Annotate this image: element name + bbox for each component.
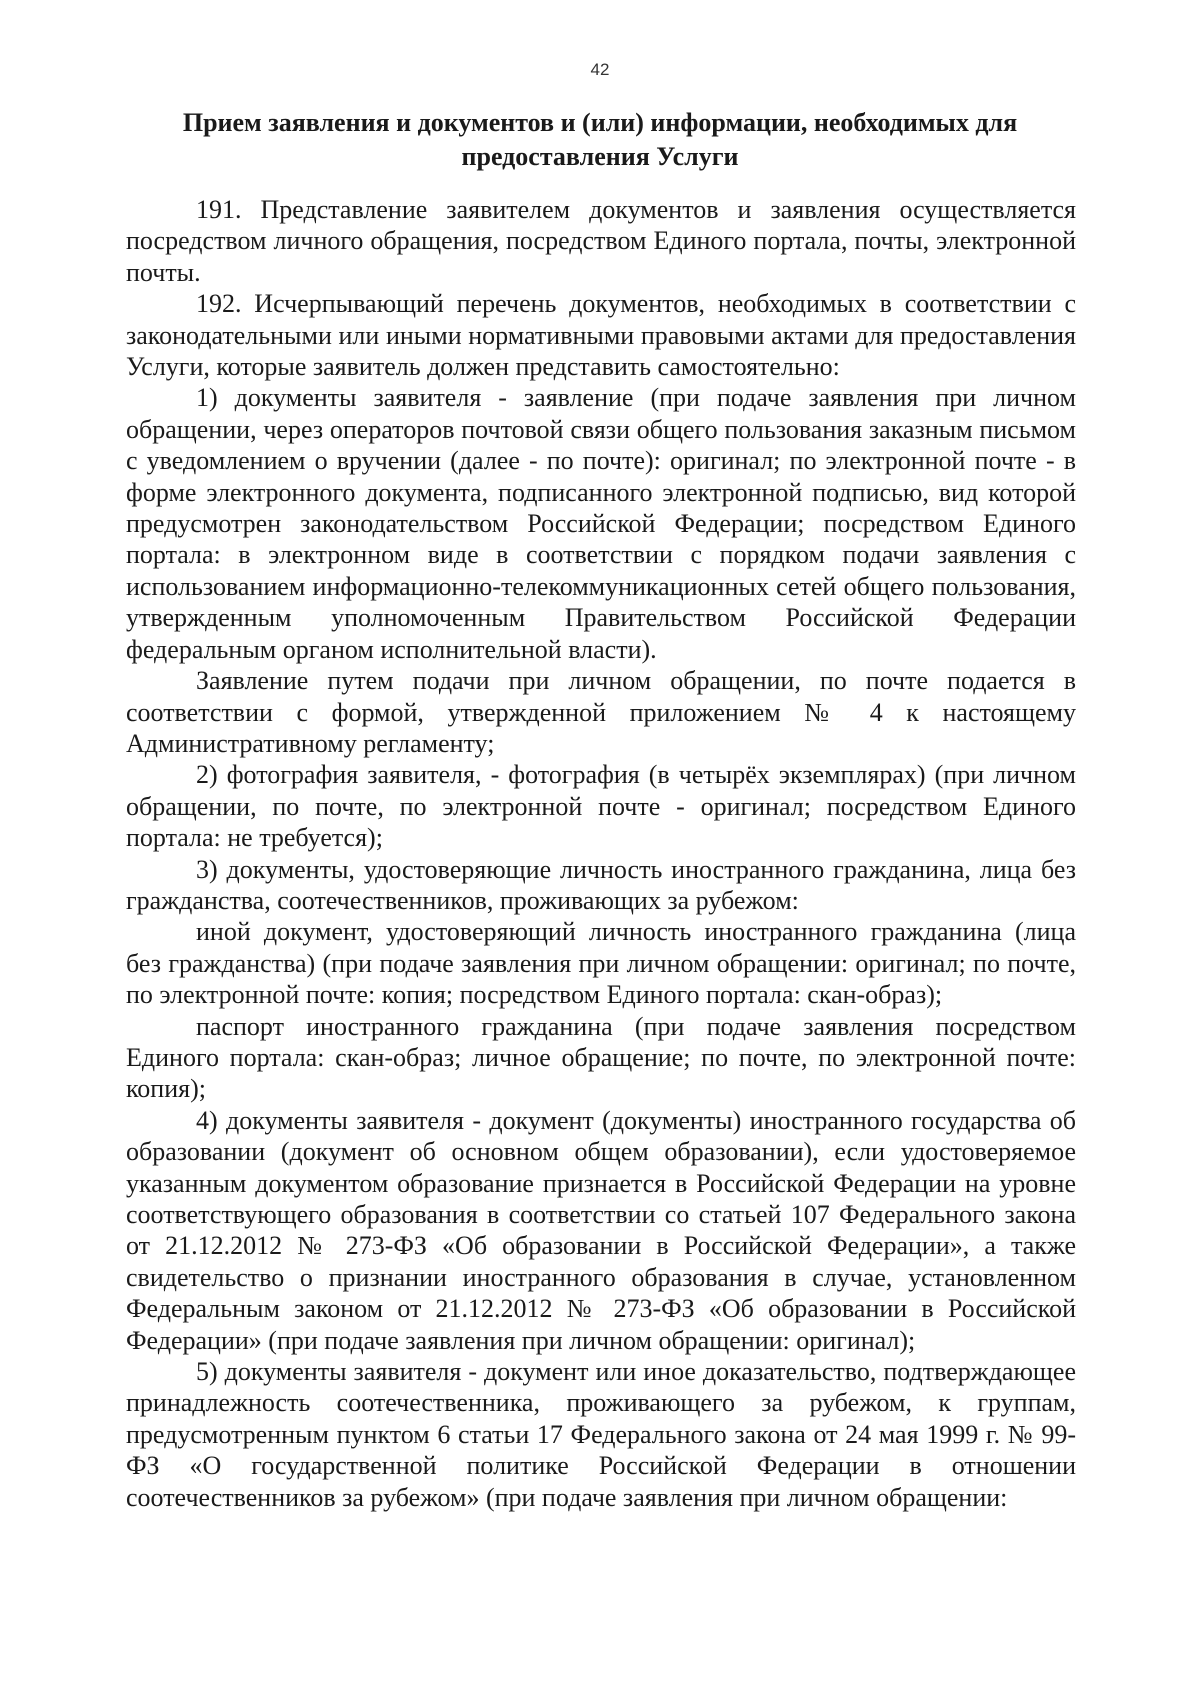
paragraph-item-3: 3) документы, удостоверяющие личность иностранного гражданина, лица без гражданства, соотечественников, проживающих за рубежом: (126, 854, 1076, 915)
page-number: 42 (590, 60, 610, 79)
paragraph-item-4: 4) документы заявителя - документ (документы) иностранного государства об образовании (документ об основном общем образовании), если удостоверяемое указанным документом образование признается в Российской Федерации на уровне соответствующего образования в соответствии со статьей 107 Федерального закона от 21.12.2012 № 273-ФЗ «Об образовании в Российской Федерации», а также свидетельство о признании иностранного образования в случае, установленном Федеральным законом от 21.12.2012 № 273-ФЗ «Об образовании в Российской Федерации» (при подаче заявления при личном обращении: оригинал); (126, 1105, 1076, 1355)
section-heading: Прием заявления и документов и (или) информации, необходимых для предоставления Услуги (182, 108, 1018, 171)
paragraph-identity-document: иной документ, удостоверяющий личность иностранного гражданина (лица без гражданства) (при подаче заявления при личном обращении: оригинал; по почте, по электронной почте: копия; посредством Единого портала: скан-образ); (126, 917, 1076, 1010)
paragraph-item-5: 5) документы заявителя - документ или иное доказательство, подтверждающее принадлежность соотечественника, проживающего за рубежом, к группам, предусмотренным пунктом 6 статьи 17 Федерального закона от 24 мая 1999 г. № 99-ФЗ «О государственной политике Российской Федерации в отношении соотечественников за рубежом» (при подаче заявления при личном обращении: (126, 1357, 1076, 1512)
paragraph-item-1: 1) документы заявителя - заявление (при подаче заявления при личном обращении, через операторов почтовой связи общего пользования заказным письмом с уведомлением о вручении (далее - по почте): оригинал; по электронной почте - в форме электронного документа, подписанного электронной подписью, вид которой предусмотрен законодательством Российской Федерации; посредством Единого портала: в электронном виде в соответствии с порядком подачи заявления с использованием информационно-телекоммуникационных сетей общего пользования, утвержденным уполномоченным Правительством Российской Федерации федеральным органом исполнительной власти). (126, 383, 1076, 664)
paragraph-application-form: Заявление путем подачи при личном обращении, по почте подается в соответствии с формой, утвержденной приложением № 4 к настоящему Административному регламенту; (126, 666, 1076, 758)
paragraph-192: 192. Исчерпывающий перечень документов, необходимых в соответствии с законодательными или иными нормативными правовыми актами для предоставления Услуги, которые заявитель должен представить самостоятельно: (126, 289, 1076, 382)
paragraph-passport: паспорт иностранного гражданина (при подаче заявления посредством Единого портала: скан-образ; личное обращение; по почте, по электронной почте: копия); (126, 1011, 1076, 1104)
paragraph-item-2: 2) фотография заявителя, - фотография (в четырёх экземплярах) (при личном обращении, по почте, по электронной почте - оригинал; посредством Единого портала: не требуется); (126, 760, 1076, 853)
document-body (126, 194, 1076, 1513)
paragraph-191: 191. Представление заявителем документов и заявления осуществляется посредством личного обращения, посредством Единого портала, почты, электронной почты. (126, 195, 1076, 287)
